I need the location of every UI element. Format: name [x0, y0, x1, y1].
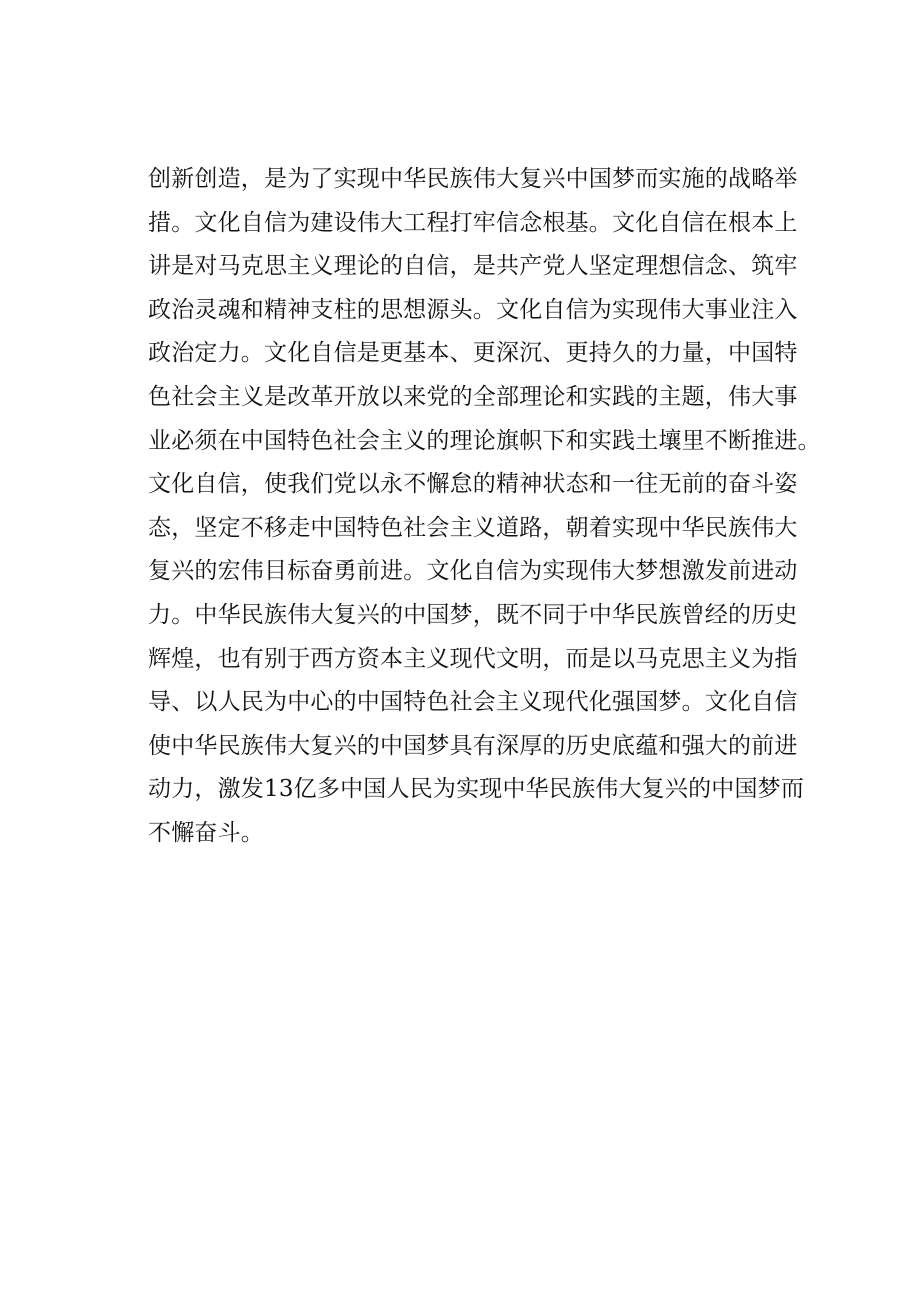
text-line-6: 色社会主义是改革开放以来党的全部理论和实践的主题，伟大事 — [148, 383, 798, 410]
text-line-4: 政治灵魂和精神支柱的思想源头。文化自信为实现伟大事业注入 — [148, 296, 798, 323]
text-line-7: 业必须在中国特色社会主义的理论旗帜下和实践土壤里不断推进。 — [148, 427, 821, 454]
text-line-14: 使中华民族伟大复兴的中国梦具有深厚的历史底蕴和强大的前进 — [148, 732, 798, 759]
text-line-10: 复兴的宏伟目标奋勇前进。文化自信为实现伟大梦想激发前进动 — [148, 558, 798, 585]
text-line-9: 态，坚定不移走中国特色社会主义道路，朝着实现中华民族伟大 — [148, 514, 798, 541]
text-line-11: 力。中华民族伟大复兴的中国梦，既不同于中华民族曾经的历史 — [148, 601, 798, 628]
text-line-15: 动力，激发13亿多中国人民为实现中华民族伟大复兴的中国梦而 — [148, 776, 805, 803]
text-line-8: 文化自信，使我们党以永不懈怠的精神状态和一往无前的奋斗姿 — [148, 471, 798, 498]
text-line-12: 辉煌，也有别于西方资本主义现代文明，而是以马克思主义为指 — [148, 645, 798, 672]
text-line-5: 政治定力。文化自信是更基本、更深沉、更持久的力量，中国特 — [148, 340, 798, 367]
text-line-3: 讲是对马克思主义理论的自信，是共产党人坚定理想信念、筑牢 — [148, 253, 798, 280]
text-line-13: 导、以人民为中心的中国特色社会主义现代化强国梦。文化自信 — [148, 689, 798, 716]
text-line-2: 措。文化自信为建设伟大工程打牢信念根基。文化自信在根本上 — [148, 209, 798, 236]
text-line-1: 创新创造，是为了实现中华民族伟大复兴中国梦而实施的战略举 — [148, 166, 798, 192]
body-paragraph — [148, 158, 828, 856]
text-line-16: 不懈奋斗。 — [148, 819, 264, 846]
